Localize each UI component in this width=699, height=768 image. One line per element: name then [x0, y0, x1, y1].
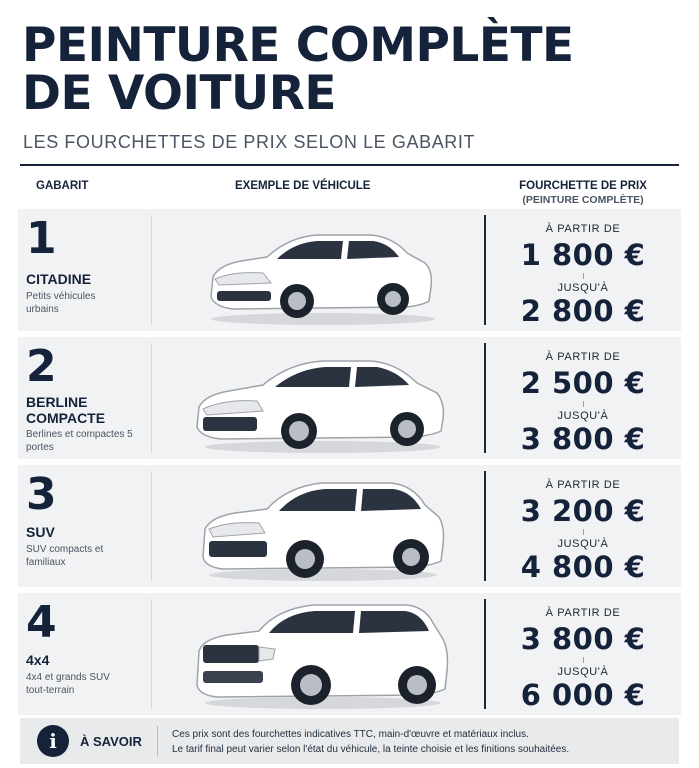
- gabarit-number: 1: [26, 213, 57, 264]
- gabarit-description: Berlines et compactes 5 portes: [26, 429, 133, 453]
- header-rule: [20, 164, 679, 166]
- price-divider: [484, 599, 486, 709]
- price-to-label: JUSQU'À: [557, 410, 609, 422]
- price-divider: [484, 471, 486, 581]
- gabarit-category: SUV: [26, 524, 55, 540]
- header-gabarit: GABARIT: [36, 180, 89, 192]
- car-berline-image: [193, 343, 453, 455]
- info-line-1: Ces prix sont des fourchettes indicatives TTC, main-d'œuvre et matériaux inclus.: [172, 729, 529, 740]
- price-tick: [583, 657, 584, 663]
- price-tick: [583, 529, 584, 535]
- info-text: [172, 727, 569, 757]
- price-range: [488, 209, 678, 331]
- price-to-label: JUSQU'À: [557, 538, 609, 550]
- row-divider: [151, 599, 152, 709]
- table-row: [18, 465, 681, 587]
- car-suv-image: [193, 471, 453, 583]
- header-price-label: FOURCHETTE DE PRIX: [519, 180, 647, 192]
- gabarit-category: BERLINE COMPACTE: [26, 394, 106, 426]
- price-divider: [484, 215, 486, 325]
- gabarit-number: 3: [26, 469, 57, 520]
- page-title: [22, 18, 682, 121]
- price-from-label: À PARTIR DE: [545, 351, 621, 363]
- price-from-value: 2 500 €: [520, 366, 646, 400]
- price-tick: [583, 401, 584, 407]
- price-from-label: À PARTIR DE: [545, 479, 621, 491]
- info-icon: i: [37, 725, 69, 757]
- price-from-label: À PARTIR DE: [545, 223, 621, 235]
- gabarit-category: 4x4: [26, 652, 50, 668]
- gabarit-description: SUV compacts et familiaux: [26, 544, 104, 568]
- price-to-value: 3 800 €: [520, 422, 646, 456]
- price-to-value: 2 800 €: [520, 294, 646, 328]
- price-from-value: 1 800 €: [520, 238, 646, 272]
- header-price-sub: (PEINTURE COMPLÈTE): [522, 194, 644, 206]
- page-subtitle: LES FOURCHETTES DE PRIX SELON LE GABARIT: [23, 132, 476, 152]
- gabarit-category: CITADINE: [26, 271, 92, 287]
- info-separator: [157, 726, 158, 756]
- header-price: [488, 180, 678, 206]
- price-to-value: 6 000 €: [520, 678, 646, 712]
- price-range: [488, 593, 678, 715]
- price-to-label: JUSQU'À: [557, 282, 609, 294]
- row-divider: [151, 343, 152, 453]
- table-row: [18, 209, 681, 331]
- price-from-value: 3 200 €: [520, 494, 646, 528]
- gabarit-number: 4: [26, 597, 57, 648]
- info-line-2: Le tarif final peut varier selon l'état du véhicule, la teinte choisie et les finitions souhaitées.: [172, 744, 570, 755]
- price-to-value: 4 800 €: [520, 550, 646, 584]
- gabarit-description: Petits véhicules urbains: [26, 291, 96, 315]
- info-box: [20, 718, 679, 764]
- price-divider: [484, 343, 486, 453]
- car-4x4-image: [193, 599, 453, 711]
- info-title: À SAVOIR: [80, 734, 142, 749]
- header-example: EXEMPLE DE VÉHICULE: [235, 180, 371, 192]
- car-citadine-image: [193, 215, 453, 327]
- price-from-label: À PARTIR DE: [545, 607, 621, 619]
- page-title-line2: DE VOITURE: [22, 66, 336, 121]
- price-range: [488, 465, 678, 587]
- price-to-label: JUSQU'À: [557, 666, 609, 678]
- gabarit-description: 4x4 et grands SUV tout-terrain: [26, 672, 110, 696]
- table-row: [18, 337, 681, 459]
- price-from-value: 3 800 €: [520, 622, 646, 656]
- price-tick: [583, 273, 584, 279]
- price-range: [488, 337, 678, 459]
- table-row: [18, 593, 681, 715]
- row-divider: [151, 215, 152, 325]
- gabarit-number: 2: [26, 341, 57, 392]
- page-title-line1: PEINTURE COMPLÈTE: [22, 18, 574, 73]
- row-divider: [151, 471, 152, 581]
